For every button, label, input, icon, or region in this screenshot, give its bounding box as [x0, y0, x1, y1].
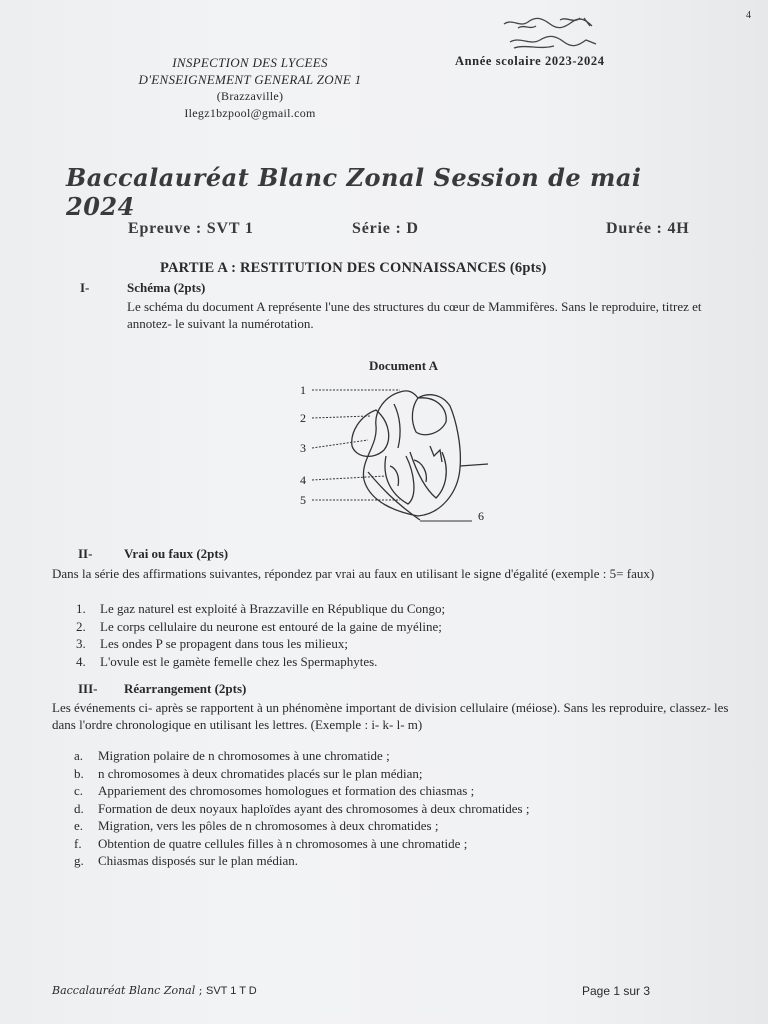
- school-year: Année scolaire 2023-2024: [455, 54, 605, 68]
- list-item-text: Obtention de quatre cellules filles à n chromosomes à une chromatide ;: [98, 835, 468, 851]
- diagram-label-2: 2: [300, 411, 306, 425]
- list-item-text: Les ondes P se propagent dans tous les milieux;: [100, 636, 348, 651]
- list-item: [74, 765, 734, 783]
- list-marker: a.: [74, 748, 84, 763]
- section-1-number: I-: [80, 280, 90, 295]
- footer-separator: ;: [198, 984, 203, 997]
- list-item-text: Migration, vers les pôles de n chromosomes à deux chromatides ;: [98, 818, 439, 833]
- list-item-text: Le corps cellulaire du neurone est entouré de la gaine de myéline;: [100, 618, 442, 634]
- list-marker: g.: [74, 853, 84, 868]
- list-item: [76, 618, 726, 636]
- section-3-number: III-: [78, 681, 98, 696]
- diagram-label-5: 5: [300, 493, 306, 507]
- list-marker: 2.: [76, 618, 86, 634]
- section-2-number: II-: [78, 546, 93, 561]
- list-item: [74, 800, 734, 818]
- footer-left: [52, 984, 257, 997]
- diagram-label-6: 6: [478, 509, 484, 523]
- institution-line-1: INSPECTION DES LYCEES: [172, 55, 328, 70]
- part-a-title: PARTIE A : RESTITUTION DES CONNAISSANCES (6pts): [160, 260, 547, 276]
- institution-city: (Brazzaville): [216, 89, 284, 103]
- section-2-intro: Dans la série des affirmations suivantes, répondez par vrai au faux en utilisant le signe d'égalité (exemple : 5= faux): [52, 566, 655, 581]
- list-marker: e.: [74, 818, 84, 833]
- section-3-intro: Les événements ci- après se rapportent à un phénomène important de division cellulaire (méiose). Sans les reproduire, classez- les dans l'ordre chronologique en utilisant les lettres. (Exemple : i- k- l- m): [52, 700, 729, 732]
- list-item-text: Chiasmas disposés sur le plan médian.: [98, 853, 299, 868]
- document-a-label: Document A: [369, 358, 438, 373]
- list-marker: b.: [74, 765, 84, 781]
- heart-diagram: [290, 376, 500, 526]
- list-item: [74, 782, 734, 800]
- section-1-text: Le schéma du document A représente l'une des structures du cœur de Mammifères. Sans le reproduire, titrez et annotez- le suivant la numérotation.: [127, 299, 702, 331]
- institution-line-2: D'ENSEIGNEMENT GENERAL ZONE 1: [138, 72, 362, 87]
- exam-title: Baccalauréat Blanc Zonal Session de mai 2024: [66, 163, 642, 221]
- list-item: [74, 835, 734, 853]
- list-item-text: L'ovule est le gamète femelle chez les Spermaphytes.: [100, 653, 378, 669]
- page-number: Page 1 sur 3: [582, 984, 651, 998]
- section-2-title: Vrai ou faux (2pts): [124, 546, 229, 561]
- list-item-text: Formation de deux noyaux haploïdes ayant des chromosomes à deux chromatides ;: [98, 800, 530, 816]
- footer-title: Baccalauréat Blanc Zonal: [52, 984, 196, 997]
- signature-icon: [500, 14, 610, 54]
- list-marker: c.: [74, 783, 84, 798]
- list-item-text: Migration polaire de n chromosomes à une chromatide ;: [98, 748, 390, 763]
- list-item: [76, 600, 726, 618]
- exam-duration: Durée : 4H: [606, 220, 690, 237]
- footer-subject: SVT 1 T D: [205, 985, 257, 997]
- list-item-text: Appariement des chromosomes homologues et formation des chiasmas ;: [98, 783, 475, 798]
- list-marker: f.: [74, 835, 82, 851]
- exam-series: Série : D: [352, 220, 419, 237]
- exam-subject: Epreuve : SVT 1: [128, 220, 254, 237]
- diagram-label-4: 4: [300, 473, 306, 487]
- true-false-list: [76, 600, 726, 670]
- section-1-title: Schéma (2pts): [127, 280, 206, 295]
- institution-email: Ilegz1bzpool@gmail.com: [184, 106, 316, 120]
- corner-mark: 4: [746, 10, 751, 21]
- section-3-title: Réarrangement (2pts): [124, 681, 247, 696]
- diagram-label-3: 3: [300, 441, 306, 455]
- institution-header: [60, 54, 440, 122]
- list-item: [74, 747, 734, 765]
- list-marker: 3.: [76, 636, 86, 651]
- rearrangement-list: [74, 747, 734, 870]
- list-marker: 4.: [76, 653, 86, 669]
- diagram-label-1: 1: [300, 383, 306, 397]
- list-marker: 1.: [76, 601, 86, 616]
- list-item: [74, 817, 734, 835]
- list-item: [76, 635, 726, 653]
- list-item-text: n chromosomes à deux chromatides placés sur le plan médian;: [98, 765, 423, 781]
- list-item: [74, 852, 734, 870]
- list-item-text: Le gaz naturel est exploité à Brazzaville en République du Congo;: [100, 601, 446, 616]
- list-item: [76, 653, 726, 671]
- list-marker: d.: [74, 800, 84, 816]
